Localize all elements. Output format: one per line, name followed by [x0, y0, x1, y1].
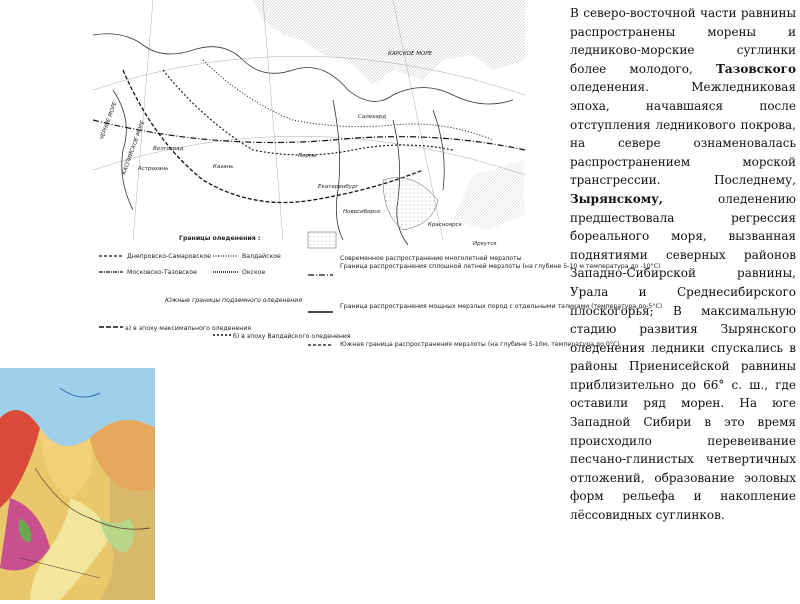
zyryan-term: Зырянскому, [570, 191, 663, 206]
article-text [570, 4, 796, 525]
legend-valdai: Валдайское [242, 253, 281, 260]
legend-title: Границы оледенения : [179, 235, 261, 242]
legend-r1: Современное распространение многолетней мерзлоты [340, 255, 522, 262]
text-part-1: В северо-восточной части равнины распространены морены и ледниково-морские суглинки более молодого, [570, 6, 796, 76]
volgograd-label: Волгоград [153, 146, 184, 152]
astrakhan-label: Астрахань [138, 166, 169, 172]
legend-b: б) в эпоху Валдайского оледенения [233, 333, 351, 340]
perm-label: Пермь [298, 153, 317, 159]
legend-a: а) в эпоху максимального оледенения [125, 325, 252, 332]
legend-r3: Граница распространения мощных мерзлых пород с отдельными таликами (температура до-5°С) [340, 303, 663, 310]
legend-dnepr: Днепровско-Самаровское [127, 253, 211, 260]
legend-southern-title: Южные границы подземного оледенения [165, 297, 303, 304]
black-sea-label: ЧЕРНОЕ МОРЕ [99, 100, 119, 141]
salekhard-label: Салехард [358, 114, 387, 120]
legend-moscow: Московско-Тазовское [127, 269, 197, 276]
irkutsk-label: Иркутск [473, 241, 497, 247]
text-part-2: оледенения. Межледниковая эпоха, начавшаяся после отступления ледникового покрова, на севере ознаменовалась распространением морской трансгрессии. Последнему, [570, 80, 796, 188]
tazov-term: Тазовского [715, 61, 796, 76]
text-part-3: оледенению предшествовала регрессия бореального моря, вызванная поднятиями северных районов Западно-Сибирской равнины, Урала и Среднесибирского плоскогорья; В максимальную стадию развития Зырянского оледенения ледники спускались в районы Приенисейской равнины приблизительно до 66° с. ш., где оставили ряд морен. На юге Западной Сибири в это время происходило перевеивание песчано-глинистых четвертичных отложений, образование эоловых форм рельефа и накопление лёссовидных суглинков. [570, 191, 796, 523]
novosibirsk-label: Новосибирск [343, 209, 381, 215]
kara-sea-label: КАРСКОЕ МОРЕ [388, 51, 433, 57]
kazan-label: Казань [213, 164, 234, 170]
caspian-sea-label: КАСПИЙСКОЕ МОРЕ [121, 120, 147, 176]
legend-oka: Окское [242, 269, 266, 276]
legend-r4: Южная граница распространения мерзлоты (на глубине 5-10м, температура до 0°С) [340, 341, 620, 348]
geological-map-thumbnail [0, 368, 155, 600]
krasnoyarsk-label: Красноярск [428, 222, 462, 228]
ekaterinburg-label: Екатеринбург [318, 184, 359, 190]
legend-r2: Граница распространения сплошной летней мерзлоты (на глубине 5-10 м температура до -10°С) [340, 263, 661, 270]
